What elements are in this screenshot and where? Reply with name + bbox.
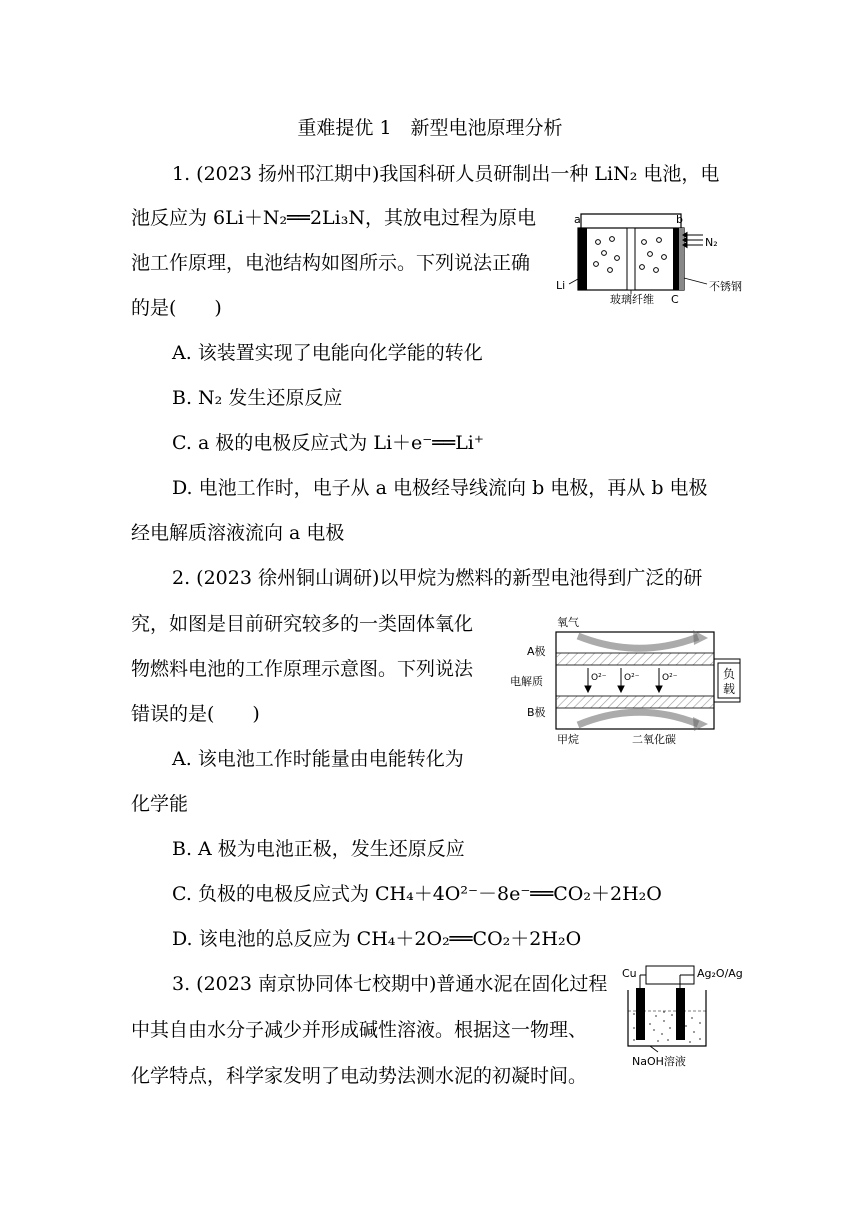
- q2-fig-label-a-pole: A极: [527, 645, 546, 658]
- q2-stem-line-3: 物燃料电池的工作原理示意图。下列说法: [131, 658, 474, 680]
- q1-option-a: A. 该装置实现了电能向化学能的转化: [172, 342, 483, 364]
- q2-fuel-cell-diagram: [508, 612, 770, 748]
- q2-stem-line-1: 2. (2023 徐州铜山调研)以甲烷为燃料的新型电池得到广泛的研: [172, 567, 703, 589]
- q1-fig-label-n2: N₂: [705, 236, 718, 249]
- q3-fig-label-ag: Ag₂O/Ag: [697, 967, 743, 980]
- q1-fig-label-fiber: 玻璃纤维: [610, 293, 654, 306]
- q2-fig-o2minus-1: O²⁻: [591, 673, 607, 683]
- q2-stem-line-2: 究，如图是目前研究较多的一类固体氧化: [131, 613, 474, 635]
- q1-fig-label-a: a: [574, 213, 581, 226]
- q3-cement-cell-diagram: [620, 964, 750, 1072]
- q2-stem-line-4: 错误的是( ): [131, 703, 260, 725]
- q1-stem-line-4: 的是( ): [131, 297, 222, 319]
- q1-option-c: C. a 极的电极反应式为 Li＋e⁻══Li⁺: [172, 432, 484, 454]
- q1-fig-label-li: Li: [556, 279, 566, 292]
- q1-option-d: D. 电池工作时，电子从 a 电极经导线流向 b 电极，再从 b 电极: [172, 477, 708, 499]
- q1-fig-label-b: b: [676, 213, 683, 226]
- q2-fig-label-methane: 甲烷: [557, 733, 579, 746]
- q3-fig-label-naoh: NaOH溶液: [632, 1055, 686, 1068]
- q2-fig-label-oxygen: 氧气: [557, 616, 579, 629]
- q2-fig-label-electrolyte: 电解质: [510, 675, 543, 688]
- q2-option-a-cont: 化学能: [131, 793, 189, 815]
- q3-fig-label-cu: Cu: [622, 967, 637, 980]
- q2-fig-label-load-2: 载: [723, 682, 736, 696]
- q2-fig-label-b-pole: B极: [527, 706, 546, 719]
- q1-stem-line-1: 1. (2023 扬州邗江期中)我国科研人员研制出一种 LiN₂ 电池，电: [172, 163, 720, 185]
- q3-stem-line-3: 化学特点，科学家发明了电动势法测水泥的初凝时间。: [131, 1065, 588, 1087]
- q3-stem-line-1: 3. (2023 南京协同体七校期中)普通水泥在固化过程: [172, 973, 608, 995]
- q2-fig-o2minus-2: O²⁻: [624, 673, 640, 683]
- page-title: 重难提优 1 新型电池原理分析: [297, 117, 563, 139]
- q1-fig-label-c: C: [671, 293, 679, 306]
- q1-battery-diagram: [556, 206, 770, 306]
- q2-fig-o2minus-3: O²⁻: [662, 673, 678, 683]
- q2-option-a: A. 该电池工作时能量由电能转化为: [172, 748, 464, 770]
- q1-option-b: B. N₂ 发生还原反应: [172, 387, 343, 409]
- q2-option-c: C. 负极的电极反应式为 CH₄＋4O²⁻－8e⁻══CO₂＋2H₂O: [172, 883, 662, 905]
- q1-fig-label-steel: 不锈钢: [709, 280, 742, 293]
- q2-fig-label-load-1: 负: [723, 667, 736, 681]
- q2-fig-label-co2: 二氧化碳: [632, 733, 676, 746]
- q1-stem-line-3: 池工作原理，电池结构如图所示。下列说法正确: [131, 252, 531, 274]
- q3-stem-line-2: 中其自由水分子减少并形成碱性溶液。根据这一物理、: [131, 1019, 588, 1041]
- q1-option-d-cont: 经电解质溶液流向 a 电极: [131, 522, 345, 544]
- q2-option-b: B. A 极为电池正极，发生还原反应: [172, 838, 465, 860]
- q2-option-d: D. 该电池的总反应为 CH₄＋2O₂══CO₂＋2H₂O: [172, 928, 582, 950]
- q1-stem-line-2: 池反应为 6Li＋N₂══2Li₃N，其放电过程为原电: [131, 207, 536, 229]
